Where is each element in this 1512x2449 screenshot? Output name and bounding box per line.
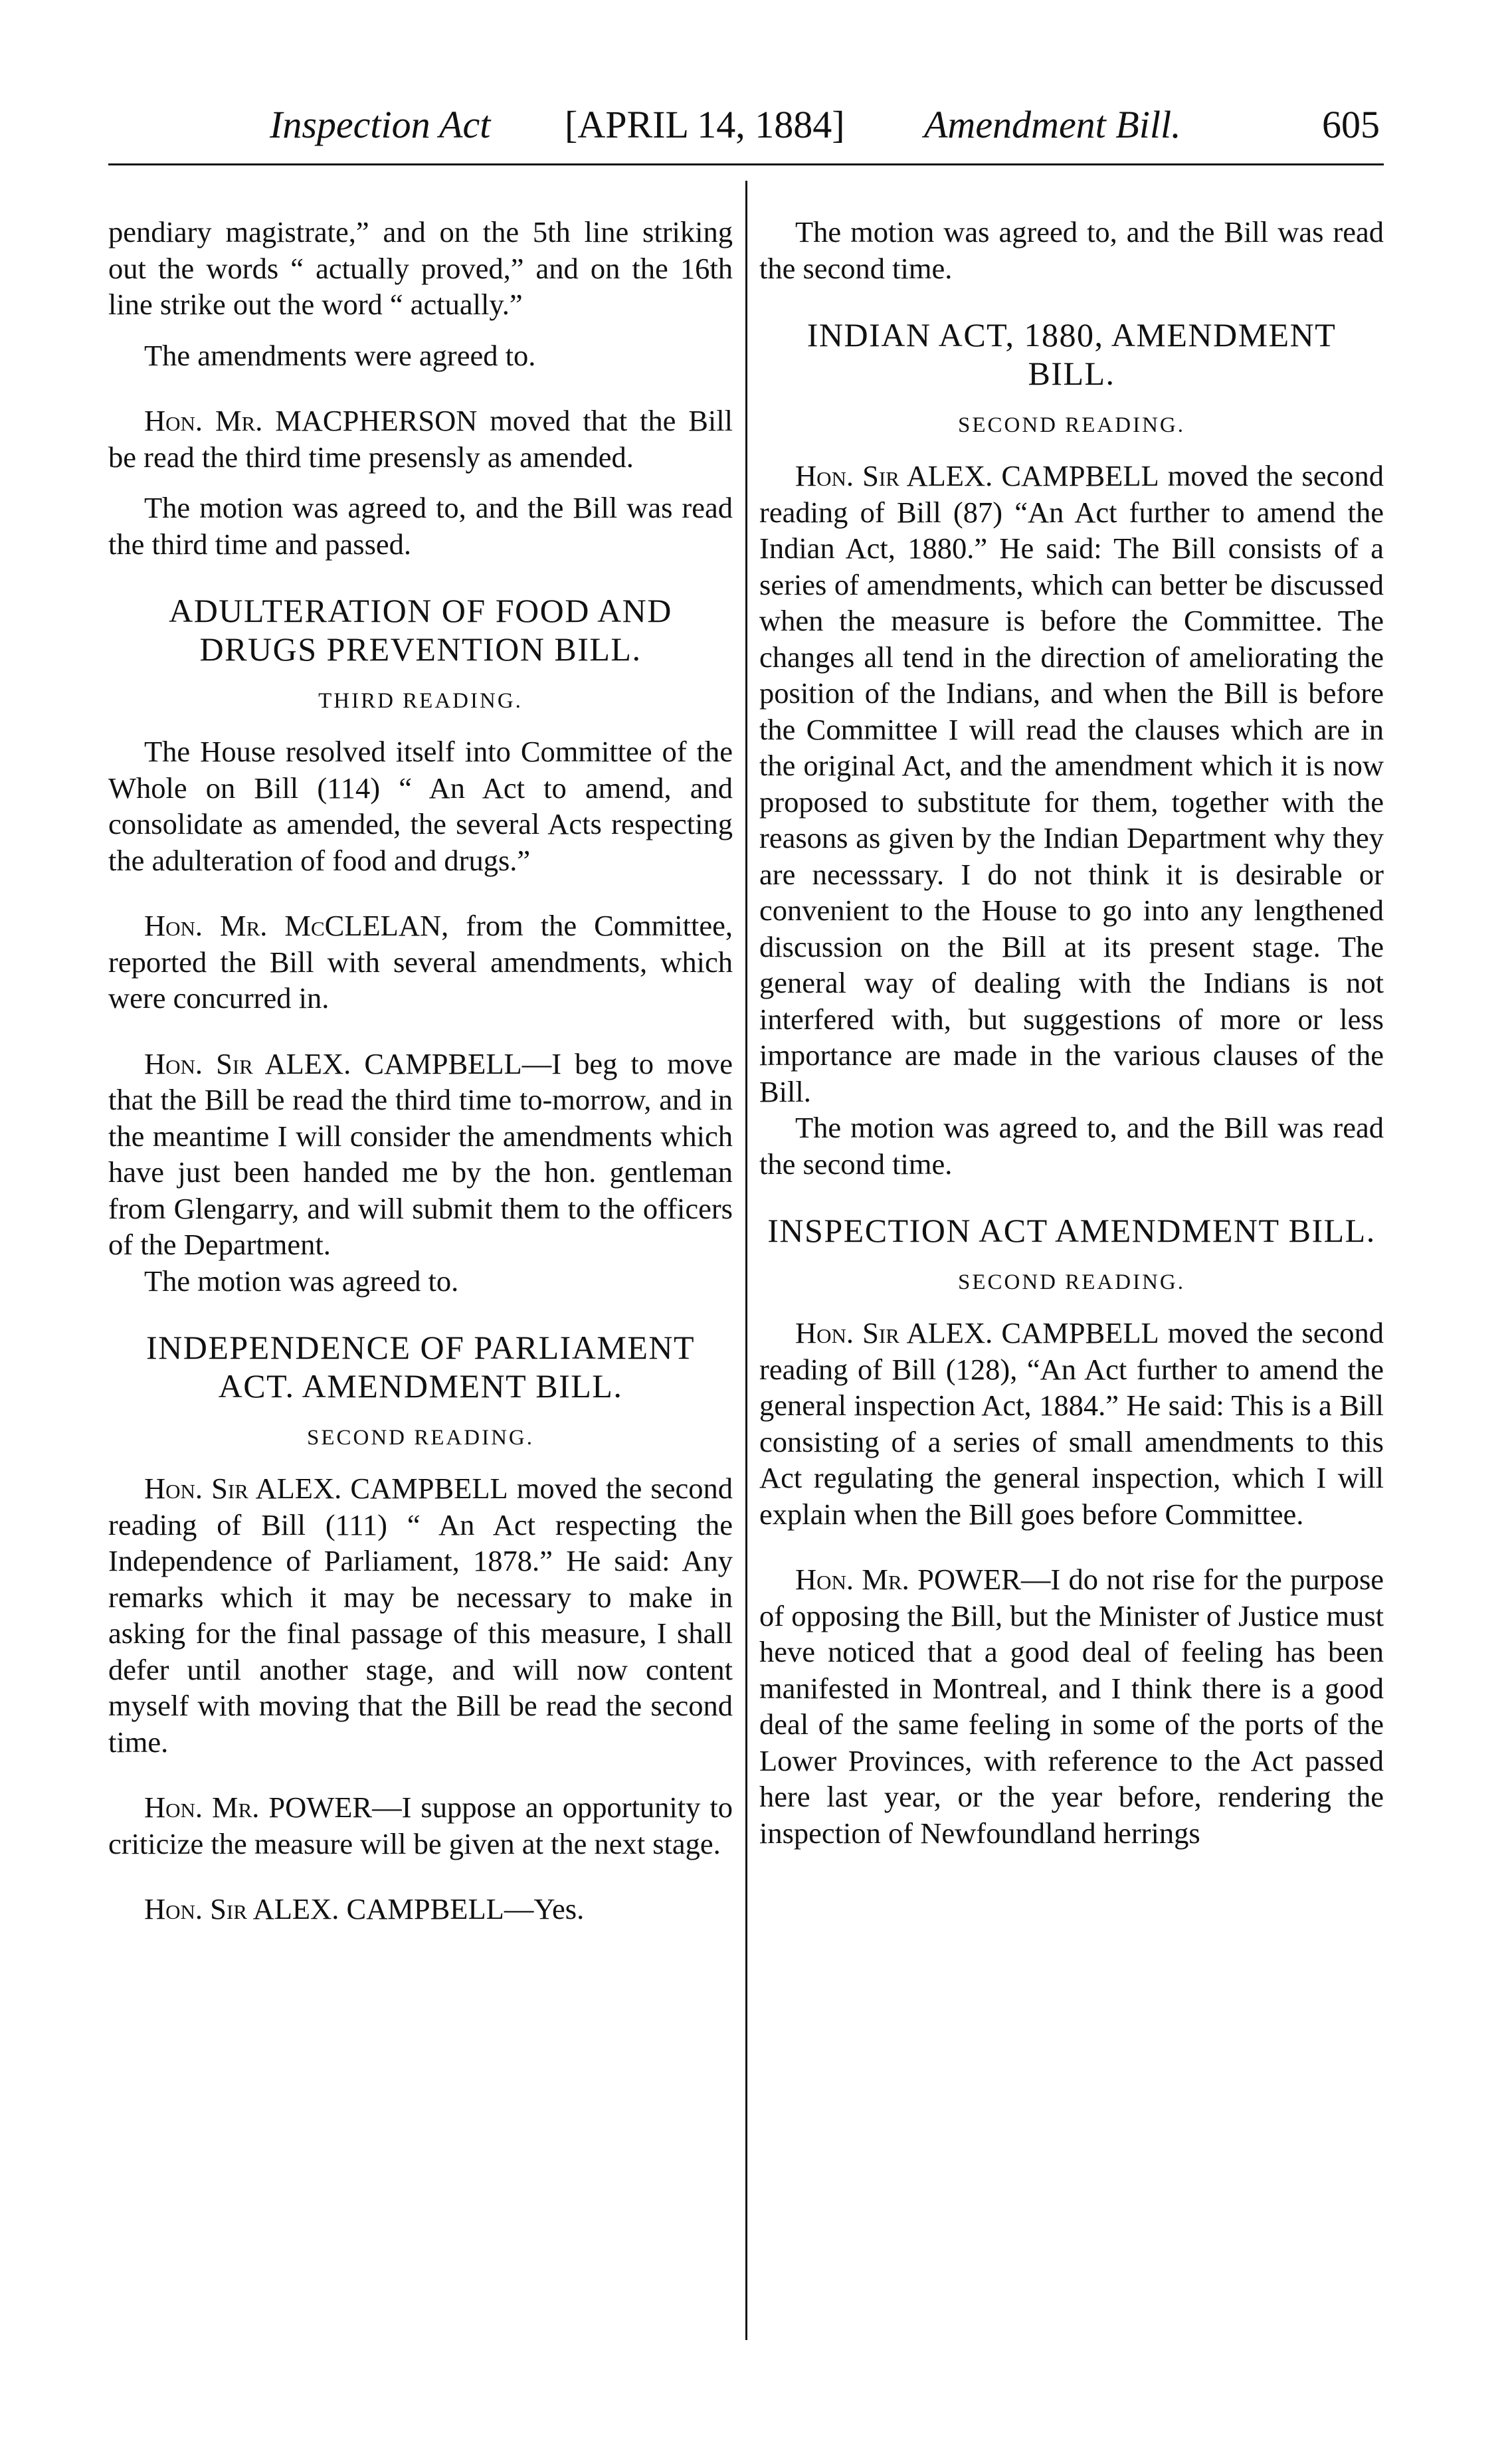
section-subheading: SECOND READING. — [958, 413, 1185, 437]
paragraph-text: —I do not rise for the purpose of opposing the Bill, but the Minister of Justice must heve noticed that a good deal of feeling has been manifested in Montreal, and I think there is a good deal of the same feeling in some of the ports of the Lower Provinces, with reference to the Act passed here last year, or the year before, rendering the inspection of Newfoundland herrings — [759, 1563, 1384, 1850]
speaker-name: Hon. Mr. POWER — [144, 1791, 373, 1824]
paragraph — [759, 458, 1384, 1110]
paragraph: The motion was agreed to. — [144, 1264, 459, 1298]
paragraph — [759, 1315, 1384, 1532]
paragraph — [759, 1561, 1384, 1851]
page-number: 605 — [1322, 103, 1380, 146]
paragraph-text: —I beg to move that the Bill be read the third time to-morrow, and in the meantime I will consider the amendments which have just been handed me by the hon. gentleman from Glengarry, and will submit them to the officers of the Department. — [108, 1046, 733, 1261]
paragraph-text: —I suppose an opportunity to criticize the measure will be given at the next stage. — [108, 1791, 733, 1860]
paragraph-text: moved the second reading of Bill (128), “An Act further to amend the general inspection Act, 1884.” He said: This is a Bill consisting of a series of small amendments to this Act regulating the general inspection, which I will explain when the Bill goes before Committee. — [759, 1316, 1384, 1531]
header-rule — [108, 163, 1384, 165]
header-left-title: Inspection Act — [270, 103, 491, 146]
section-title: ADULTERATION OF FOOD AND DRUGS PREVENTION BILL. — [169, 592, 672, 668]
section-subheading: THIRD READING. — [318, 689, 523, 713]
paragraph — [108, 403, 733, 475]
paragraph: The amendments were agreed to. — [144, 338, 536, 372]
header-date: [APRIL 14, 1884] — [565, 103, 845, 146]
paragraph-text: moved the second reading of Bill (111) “ An Act respecting the Independence of Parliament, 1878.” He said: Any remarks which it may be necessary to make in asking for the final passage of this measure, I shall defer until another stage, and will now content myself with moving that the Bill be read the second time. — [108, 1472, 733, 1759]
paragraph: The House resolved itself into Committee of the Whole on Bill (114) “ An Act to amend, and consolidate as amended, the several Acts respecting the adulteration of food and drugs.” — [108, 735, 733, 877]
speaker-name: Hon. Sir ALEX. CAMPBELL — [144, 1892, 504, 1925]
speaker-name: Hon. Mr. MACPHERSON — [144, 404, 478, 437]
section-subheading: SECOND READING. — [307, 1426, 534, 1450]
speaker-name: Hon. Sir ALEX. CAMPBELL — [144, 1046, 522, 1080]
column-divider — [745, 181, 747, 2340]
paragraph-text: moved that the Bill be read the third time presensly as amended. — [108, 404, 733, 474]
section-title: INDIAN ACT, 1880, AMENDMENT BILL. — [806, 316, 1337, 392]
paragraph — [108, 908, 733, 1017]
section-title: INSPECTION ACT AMENDMENT BILL. — [767, 1212, 1376, 1249]
paragraph — [108, 1891, 733, 1927]
header-right-title: Amendment Bill. — [924, 103, 1181, 146]
paragraph — [108, 1470, 733, 1760]
section-subheading: SECOND READING. — [958, 1270, 1185, 1294]
paragraph: pendiary magistrate,” and on the 5th line striking out the words “ actually proved,” and on the 16th line strike out the word “ actually.” — [108, 215, 733, 321]
paragraph-text: from the Committee, reported the Bill with several amendments, which were concurred in. — [108, 909, 733, 1015]
running-header — [108, 98, 1384, 151]
speaker-name: Hon. Sir ALEX. CAMPBELL — [795, 459, 1159, 492]
left-column — [108, 214, 733, 1927]
speaker-name: Hon. Sir ALEX. CAMPBELL — [795, 1316, 1159, 1349]
paragraph: The motion was agreed to, and the Bill was read the third time and passed. — [108, 491, 733, 561]
section-title: INDEPENDENCE OF PARLIAMENT ACT. AMENDMENT BILL. — [145, 1329, 696, 1405]
speaker-name: Hon. Mr. McCLELAN, — [144, 909, 449, 942]
paragraph: The motion was agreed to, and the Bill was read the second time. — [759, 215, 1384, 285]
paragraph-text: —Yes. — [504, 1892, 585, 1925]
paragraph: The motion was agreed to, and the Bill was read the second time. — [759, 1111, 1384, 1181]
paragraph-text: moved the second reading of Bill (87) “An Act further to amend the Indian Act, 1880.” He said: The Bill consists of a series of amendments, which can better be discussed when the measure is before the Committee. The changes all tend in the direction of ameliorating the position of the Indians, and when the Bill is before the Committee I will read the clauses which are in the original Act, and the amendment which it is now proposed to substitute for them, together with the reasons as given by the Indian Department why they are necesssary. I do not think it is desirable or convenient to the House to go into any lengthened discussion on the Bill at its present stage. The general way of dealing with the Indians is not interfered with, but suggestions of more or less importance are made in the various clauses of the Bill. — [759, 459, 1384, 1108]
speaker-name: Hon. Sir ALEX. CAMPBELL — [144, 1472, 508, 1505]
right-column — [759, 214, 1384, 1851]
paragraph — [108, 1046, 733, 1263]
speaker-name: Hon. Mr. POWER — [795, 1563, 1021, 1596]
paragraph — [108, 1789, 733, 1862]
